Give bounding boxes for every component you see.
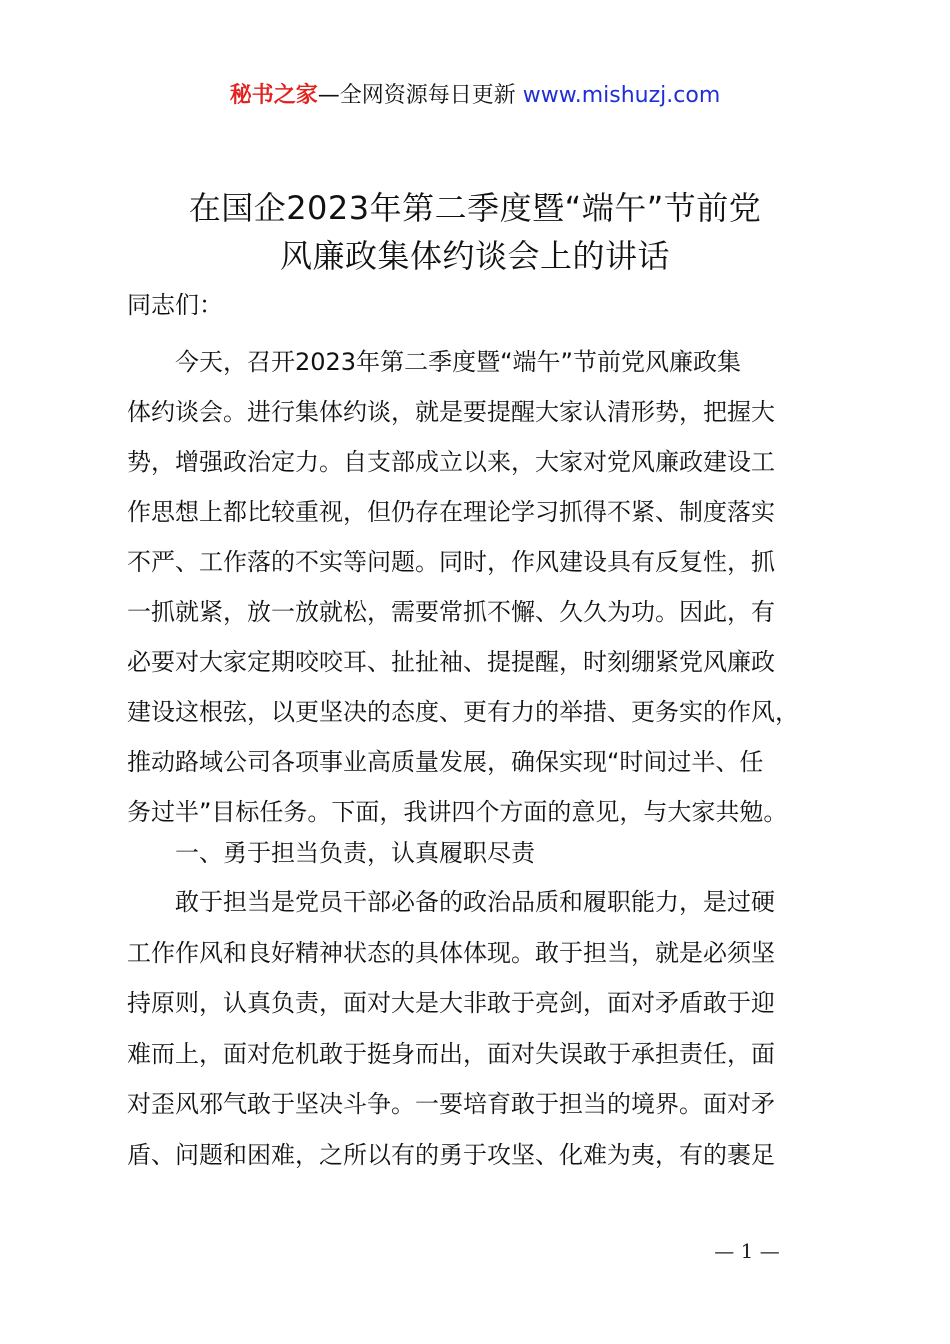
paragraph-1 [127, 337, 862, 837]
text-line: 建设这根弦，以更坚决的态度、更有力的举措、更务实的作风， [127, 698, 799, 726]
text-line: 作思想上都比较重视，但仍存在理论学习抓得不紧、制度落实 [127, 498, 775, 526]
text-line: 盾、问题和困难，之所以有的勇于攻坚、化难为夷，有的裹足 [127, 1140, 775, 1169]
site-url-link[interactable]: www.mishuzj.com [522, 83, 721, 108]
site-tagline: —全网资源每日更新 [317, 83, 516, 108]
title-line-2: 风廉政集体约谈会上的讲话 [279, 237, 670, 275]
text-line: 不严、工作落的不实等问题。同时，作风建设具有反复性，抓 [127, 548, 775, 576]
document-title [100, 184, 850, 280]
text-line: 推动路域公司各项事业高质量发展，确保实现“时间过半、任 [127, 748, 764, 776]
page-number: — 1 — [714, 1239, 780, 1263]
text-line: 势，增强政治定力。自支部成立以来，大家对党风廉政建设工 [127, 448, 775, 476]
site-brand: 秘书之家 [229, 83, 318, 108]
text-line: 难而上，面对危机敢于挺身而出，面对失误敢于承担责任，面 [127, 1039, 775, 1068]
text-line: 务过半”目标任务。下面，我讲四个方面的意见，与大家共勉。 [127, 798, 788, 826]
text-line: 工作作风和良好精神状态的具体体现。敢于担当，就是必须坚 [127, 938, 775, 967]
text-line: 体约谈会。进行集体约谈，就是要提醒大家认清形势，把握大 [127, 398, 775, 426]
text-line: 持原则，认真负责，面对大是大非敢于亮剑，面对矛盾敢于迎 [127, 989, 775, 1017]
text-line: 必要对大家定期咬咬耳、扯扯袖、提提醒，时刻绷紧党风廉政 [127, 648, 775, 676]
site-header [0, 80, 950, 112]
text-line: 敢于担当是党员干部必备的政治品质和履职能力，是过硬 [175, 888, 775, 916]
greeting: 同志们： [127, 291, 223, 319]
section-heading-1: 一、勇于担当负责，认真履职尽责 [175, 839, 535, 867]
title-line-1: 在国企2023年第二季度暨“端午”节前党 [188, 189, 762, 227]
paragraph-2 [127, 877, 862, 1180]
text-line: 今天，召开2023年第二季度暨“端午”节前党风廉政集 [175, 348, 741, 376]
text-line: 对歪风邪气敢于坚决斗争。一要培育敢于担当的境界。面对矛 [127, 1090, 775, 1118]
text-line: 一抓就紧，放一放就松，需要常抓不懈、久久为功。因此，有 [127, 598, 775, 626]
